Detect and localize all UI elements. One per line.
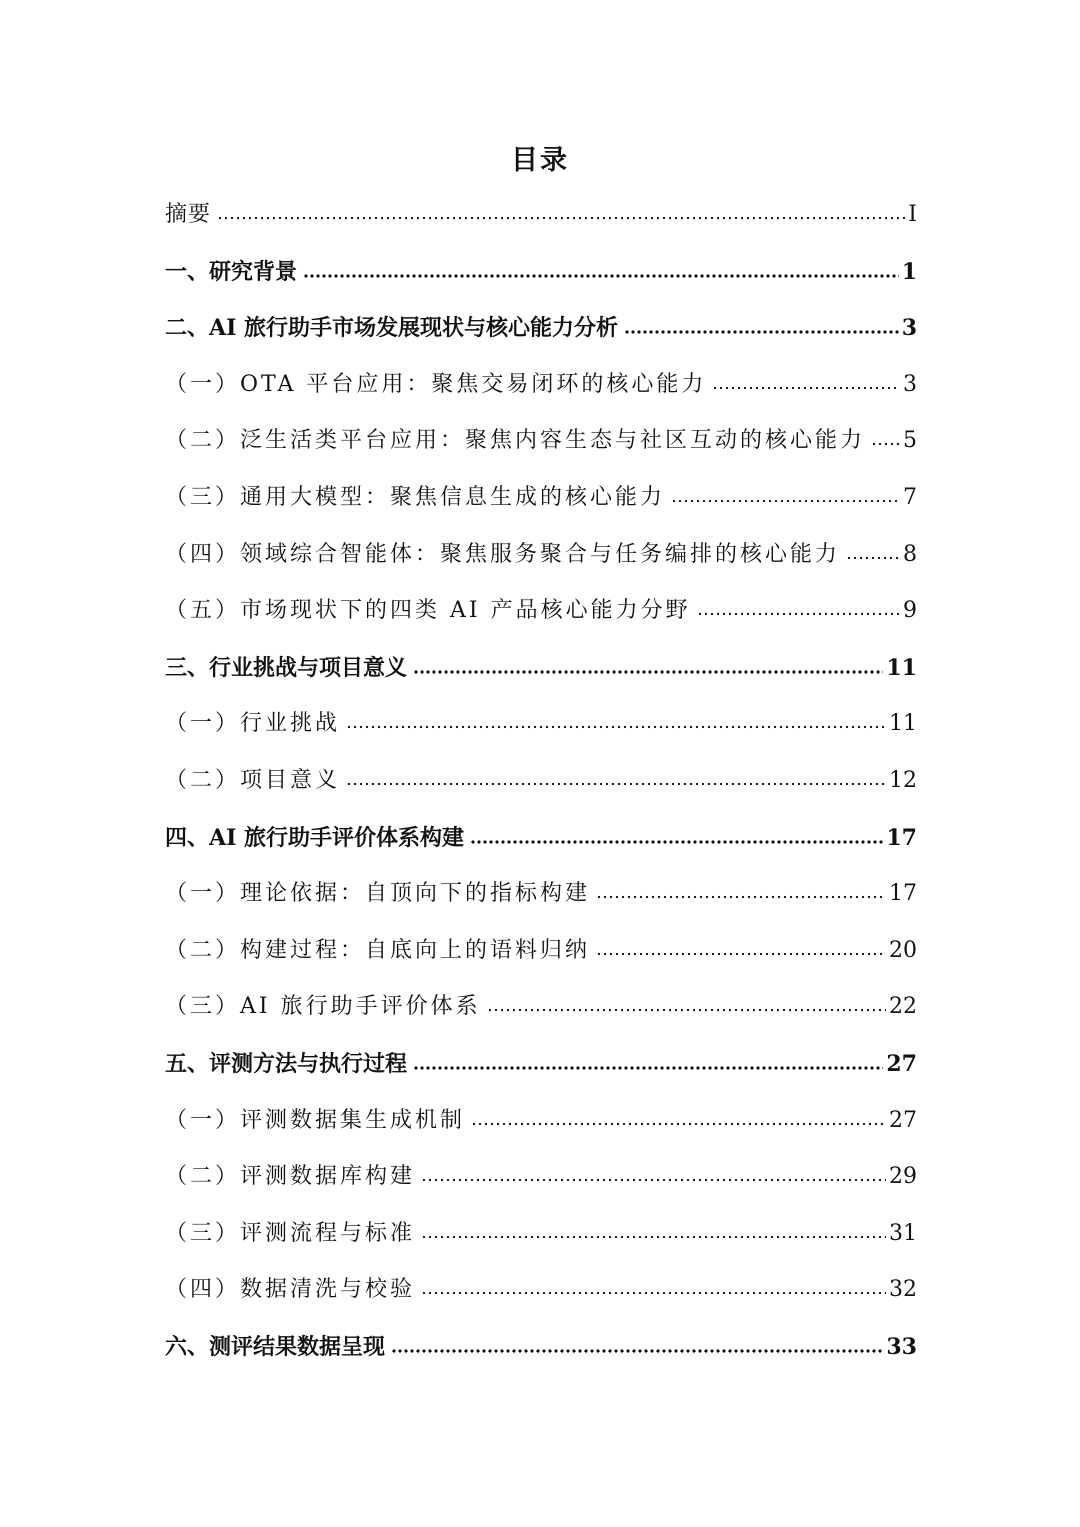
toc-entry-page-number: I (908, 202, 917, 227)
toc-entry-label: （四）领域综合智能体：聚焦服务聚合与任务编排的核心能力 (165, 541, 841, 567)
dot-leader (846, 551, 900, 561)
toc-entry-page-number: 9 (903, 598, 917, 624)
toc-section-entry[interactable] (165, 1042, 917, 1099)
toc-subsection-entry[interactable] (165, 1155, 917, 1212)
toc-entry-label: （一）评测数据集生成机制 (165, 1107, 466, 1133)
dot-leader (470, 835, 883, 845)
toc-entry-page-number: 3 (901, 315, 917, 342)
dot-leader (421, 1230, 886, 1240)
dot-leader (217, 211, 905, 221)
toc-entry-label: （二）评测数据库构建 (165, 1164, 416, 1190)
dot-leader (421, 1286, 886, 1296)
toc-entry-label: （三）AI 旅行助手评价体系 (165, 994, 481, 1020)
toc-entry-page-number: 27 (886, 1050, 917, 1077)
dot-leader (413, 665, 883, 675)
toc-entry-page-number: 27 (889, 1107, 917, 1133)
dot-leader (624, 325, 899, 335)
toc-subsection-entry[interactable] (165, 759, 917, 816)
dot-leader (303, 269, 899, 279)
toc-section-entry[interactable] (165, 193, 917, 250)
dot-leader (421, 1173, 886, 1183)
toc-entry-page-number: 8 (903, 541, 917, 567)
toc-entry-page-number: 5 (903, 428, 917, 454)
toc-subsection-entry[interactable] (165, 985, 917, 1042)
toc-subsection-entry[interactable] (165, 476, 917, 533)
toc-subsection-entry[interactable] (165, 929, 917, 986)
dot-leader (596, 947, 886, 957)
toc-entry-label: （一）OTA 平台应用：聚焦交易闭环的核心能力 (165, 371, 707, 397)
toc-entry-page-number: 7 (903, 484, 917, 510)
toc-subsection-entry[interactable] (165, 589, 917, 646)
toc-subsection-entry[interactable] (165, 363, 917, 420)
dot-leader (596, 890, 886, 900)
dot-leader (346, 777, 886, 787)
dot-leader (671, 494, 900, 504)
toc-entry-page-number: 31 (889, 1220, 917, 1246)
toc-subsection-entry[interactable] (165, 1099, 917, 1156)
dot-leader (712, 381, 900, 391)
toc-entry-page-number: 29 (889, 1164, 917, 1190)
toc-entry-label: 摘要 (165, 202, 212, 227)
dot-leader (413, 1061, 883, 1071)
toc-entry-label: （四）数据清洗与校验 (165, 1277, 416, 1303)
toc-title: 目录 (511, 145, 569, 176)
dot-leader (346, 720, 886, 730)
toc-entry-page-number: 12 (889, 767, 917, 793)
toc-entry-label: 一、研究背景 (165, 258, 298, 285)
toc-entry-label: 六、测评结果数据呈现 (165, 1333, 386, 1360)
toc-entry-page-number: 3 (903, 371, 917, 397)
toc-subsection-entry[interactable] (165, 1268, 917, 1325)
toc-entry-page-number: 17 (889, 881, 917, 907)
toc-entry-label: （一）行业挑战 (165, 711, 341, 737)
toc-subsection-entry[interactable] (165, 702, 917, 759)
toc-entry-page-number: 33 (886, 1333, 917, 1360)
toc-entry-label: 二、AI 旅行助手市场发展现状与核心能力分析 (165, 315, 619, 342)
toc-entry-page-number: 17 (886, 824, 917, 851)
toc-entry-label: （二）构建过程：自底向上的语料归纳 (165, 937, 591, 963)
toc-subsection-entry[interactable] (165, 1212, 917, 1269)
toc-entry-page-number: 32 (889, 1277, 917, 1303)
dot-leader (697, 607, 900, 617)
toc-subsection-entry[interactable] (165, 872, 917, 929)
toc-entry-page-number: 1 (901, 258, 917, 285)
toc-section-entry[interactable] (165, 1325, 917, 1382)
toc-entry-label: 三、行业挑战与项目意义 (165, 654, 408, 681)
toc-entry-page-number: 11 (889, 711, 917, 737)
dot-leader (487, 1003, 886, 1013)
toc-entry-label: （二）泛生活类平台应用：聚焦内容生态与社区互动的核心能力 (165, 428, 866, 454)
dot-leader (471, 1117, 886, 1127)
toc-entry-label: （二）项目意义 (165, 767, 341, 793)
toc-section-entry[interactable] (165, 250, 917, 307)
toc-entry-page-number: 20 (889, 937, 917, 963)
toc-section-entry[interactable] (165, 306, 917, 363)
toc-entry-page-number: 11 (886, 654, 917, 681)
dot-leader (391, 1344, 883, 1354)
toc-entry-label: （三）通用大模型：聚焦信息生成的核心能力 (165, 484, 666, 510)
toc-entry-page-number: 22 (889, 994, 917, 1020)
toc-entry-label: （三）评测流程与标准 (165, 1220, 416, 1246)
dot-leader (871, 437, 900, 447)
toc-entry-label: 五、评测方法与执行过程 (165, 1050, 408, 1077)
toc-section-entry[interactable] (165, 646, 917, 703)
toc-list (165, 193, 917, 1381)
toc-subsection-entry[interactable] (165, 533, 917, 590)
toc-entry-label: （五）市场现状下的四类 AI 产品核心能力分野 (165, 598, 691, 624)
toc-section-entry[interactable] (165, 816, 917, 873)
toc-entry-label: 四、AI 旅行助手评价体系构建 (165, 824, 465, 851)
toc-subsection-entry[interactable] (165, 419, 917, 476)
toc-entry-label: （一）理论依据：自顶向下的指标构建 (165, 881, 591, 907)
